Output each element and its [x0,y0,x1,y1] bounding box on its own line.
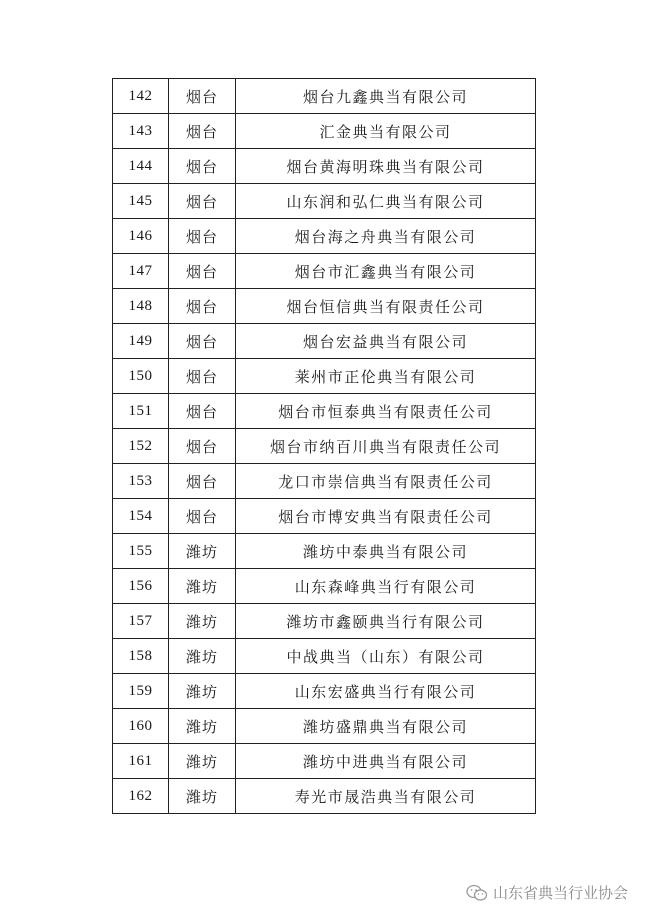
table-row [113,219,536,254]
row-number: 153 [113,464,169,499]
table-row [113,79,536,114]
table-row [113,744,536,779]
row-number: 150 [113,359,169,394]
row-city: 潍坊 [169,639,236,674]
row-company-name: 烟台九鑫典当有限公司 [236,79,536,114]
row-number: 157 [113,604,169,639]
row-company-name: 烟台海之舟典当有限公司 [236,219,536,254]
table-row [113,464,536,499]
row-company-name: 汇金典当有限公司 [236,114,536,149]
row-number: 159 [113,674,169,709]
table-row [113,149,536,184]
row-city: 潍坊 [169,569,236,604]
row-company-name: 潍坊市鑫颐典当行有限公司 [236,604,536,639]
pawnshop-list-table [112,78,536,814]
row-number: 160 [113,709,169,744]
wechat-icon [466,884,488,902]
row-company-name: 烟台黄海明珠典当有限公司 [236,149,536,184]
row-city: 潍坊 [169,709,236,744]
row-company-name: 烟台宏益典当有限公司 [236,324,536,359]
row-city: 潍坊 [169,604,236,639]
row-number: 143 [113,114,169,149]
row-number: 158 [113,639,169,674]
table-row [113,184,536,219]
watermark-text: 山东省典当行业协会 [492,884,628,902]
row-city: 烟台 [169,149,236,184]
row-city: 潍坊 [169,744,236,779]
row-number: 148 [113,289,169,324]
row-city: 烟台 [169,254,236,289]
row-company-name: 山东宏盛典当行有限公司 [236,674,536,709]
watermark [466,882,628,903]
row-city: 烟台 [169,324,236,359]
row-city: 潍坊 [169,674,236,709]
row-company-name: 烟台恒信典当有限责任公司 [236,289,536,324]
table-row [113,499,536,534]
row-number: 154 [113,499,169,534]
row-city: 烟台 [169,289,236,324]
table-row [113,254,536,289]
row-city: 烟台 [169,219,236,254]
table-row [113,534,536,569]
row-number: 149 [113,324,169,359]
row-company-name: 山东森峰典当行有限公司 [236,569,536,604]
table-row [113,709,536,744]
row-number: 162 [113,779,169,814]
row-city: 烟台 [169,359,236,394]
table-row [113,324,536,359]
row-city: 烟台 [169,464,236,499]
row-number: 145 [113,184,169,219]
row-company-name: 潍坊中泰典当有限公司 [236,534,536,569]
row-company-name: 潍坊盛鼎典当有限公司 [236,709,536,744]
table-row [113,289,536,324]
row-company-name: 烟台市恒泰典当有限责任公司 [236,394,536,429]
row-number: 152 [113,429,169,464]
row-company-name: 山东润和弘仁典当有限公司 [236,184,536,219]
row-company-name: 潍坊中进典当有限公司 [236,744,536,779]
row-city: 潍坊 [169,779,236,814]
row-company-name: 烟台市汇鑫典当有限公司 [236,254,536,289]
row-company-name: 烟台市博安典当有限责任公司 [236,499,536,534]
row-number: 146 [113,219,169,254]
row-city: 烟台 [169,184,236,219]
table-row [113,359,536,394]
table-row [113,639,536,674]
row-city: 烟台 [169,394,236,429]
row-company-name: 莱州市正伦典当有限公司 [236,359,536,394]
table-row [113,394,536,429]
table-row [113,604,536,639]
table-row [113,569,536,604]
table-row [113,429,536,464]
row-city: 烟台 [169,499,236,534]
table-body [113,79,536,814]
row-city: 潍坊 [169,534,236,569]
row-number: 161 [113,744,169,779]
row-city: 烟台 [169,79,236,114]
table-row [113,779,536,814]
table-row [113,114,536,149]
row-number: 147 [113,254,169,289]
row-number: 156 [113,569,169,604]
row-company-name: 中战典当（山东）有限公司 [236,639,536,674]
row-city: 烟台 [169,114,236,149]
row-number: 151 [113,394,169,429]
row-company-name: 龙口市崇信典当有限责任公司 [236,464,536,499]
row-number: 144 [113,149,169,184]
row-number: 155 [113,534,169,569]
row-city: 烟台 [169,429,236,464]
row-company-name: 烟台市纳百川典当有限责任公司 [236,429,536,464]
row-company-name: 寿光市晟浩典当有限公司 [236,779,536,814]
table-row [113,674,536,709]
row-number: 142 [113,79,169,114]
